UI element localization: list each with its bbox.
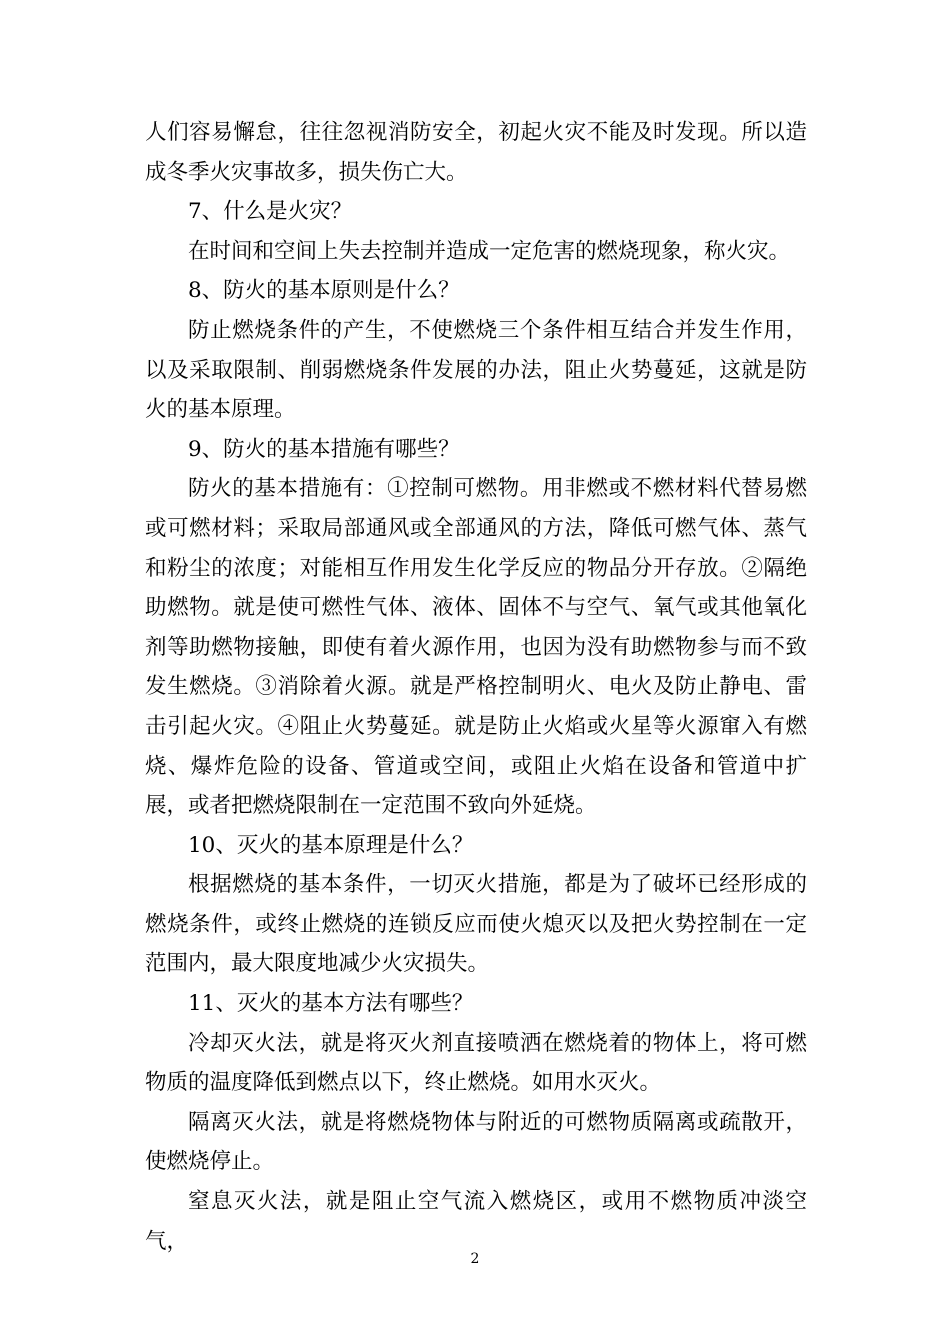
page-number: 2 xyxy=(470,1251,480,1267)
paragraph: 8、防火的基本原则是什么？ xyxy=(188,278,460,304)
paragraph: 7、什么是火灾？ xyxy=(188,199,353,225)
paragraph: 人们容易懈怠，往往忽视消防安全，初起火灾不能及时发现。所以造成冬季火灾事故多，损失伤亡大。 xyxy=(145,120,807,185)
paragraph: 11、灭火的基本方法有哪些？ xyxy=(188,991,474,1017)
paragraph: 10、灭火的基本原理是什么？ xyxy=(188,832,474,858)
paragraph: 冷却灭火法，就是将灭火剂直接喷洒在燃烧着的物体上，将可燃物质的温度降低到燃点以下，终止燃烧。如用水灭火。 xyxy=(145,1030,807,1096)
document-body xyxy=(145,113,807,1261)
paragraph: 防火的基本措施有：①控制可燃物。用非燃或不燃材料代替易燃或可燃材料；采取局部通风或全部通风的方法，降低可燃气体、蒸气和粉尘的浓度；对能相互作用发生化学反应的物品分开存放。②隔绝助燃物。就是使可燃性气体、液体、固体不与空气、氧气或其他氧化剂等助燃物接触，即使有着火源作用，也因为没有助燃物参与而不致发生燃烧。③消除着火源。就是严格控制明火、电火及防止静电、雷击引起火灾。④阻止火势蔓延。就是防止火焰或火星等火源窜入有燃烧、爆炸危险的设备、管道或空间，或阻止火焰在设备和管道中扩展，或者把燃烧限制在一定范围不致向外延烧。 xyxy=(145,476,807,819)
paragraph: 在时间和空间上失去控制并造成一定危害的燃烧现象，称火灾。 xyxy=(188,238,791,264)
paragraph: 根据燃烧的基本条件，一切灭火措施，都是为了破坏已经形成的燃烧条件，或终止燃烧的连锁反应而使火熄灭以及把火势控制在一定范围内，最大限度地减少火灾损失。 xyxy=(145,872,807,977)
paragraph: 窒息灭火法，就是阻止空气流入燃烧区，或用不燃物质冲淡空气， xyxy=(145,1189,807,1254)
paragraph: 隔离灭火法，就是将燃烧物体与附近的可燃物质隔离或疏散开，使燃烧停止。 xyxy=(145,1109,807,1175)
paragraph: 9、防火的基本措施有哪些？ xyxy=(188,436,460,462)
paragraph: 防止燃烧条件的产生，不使燃烧三个条件相互结合并发生作用，以及采取限制、削弱燃烧条件发展的办法，阻止火势蔓延，这就是防火的基本原理。 xyxy=(145,317,807,423)
